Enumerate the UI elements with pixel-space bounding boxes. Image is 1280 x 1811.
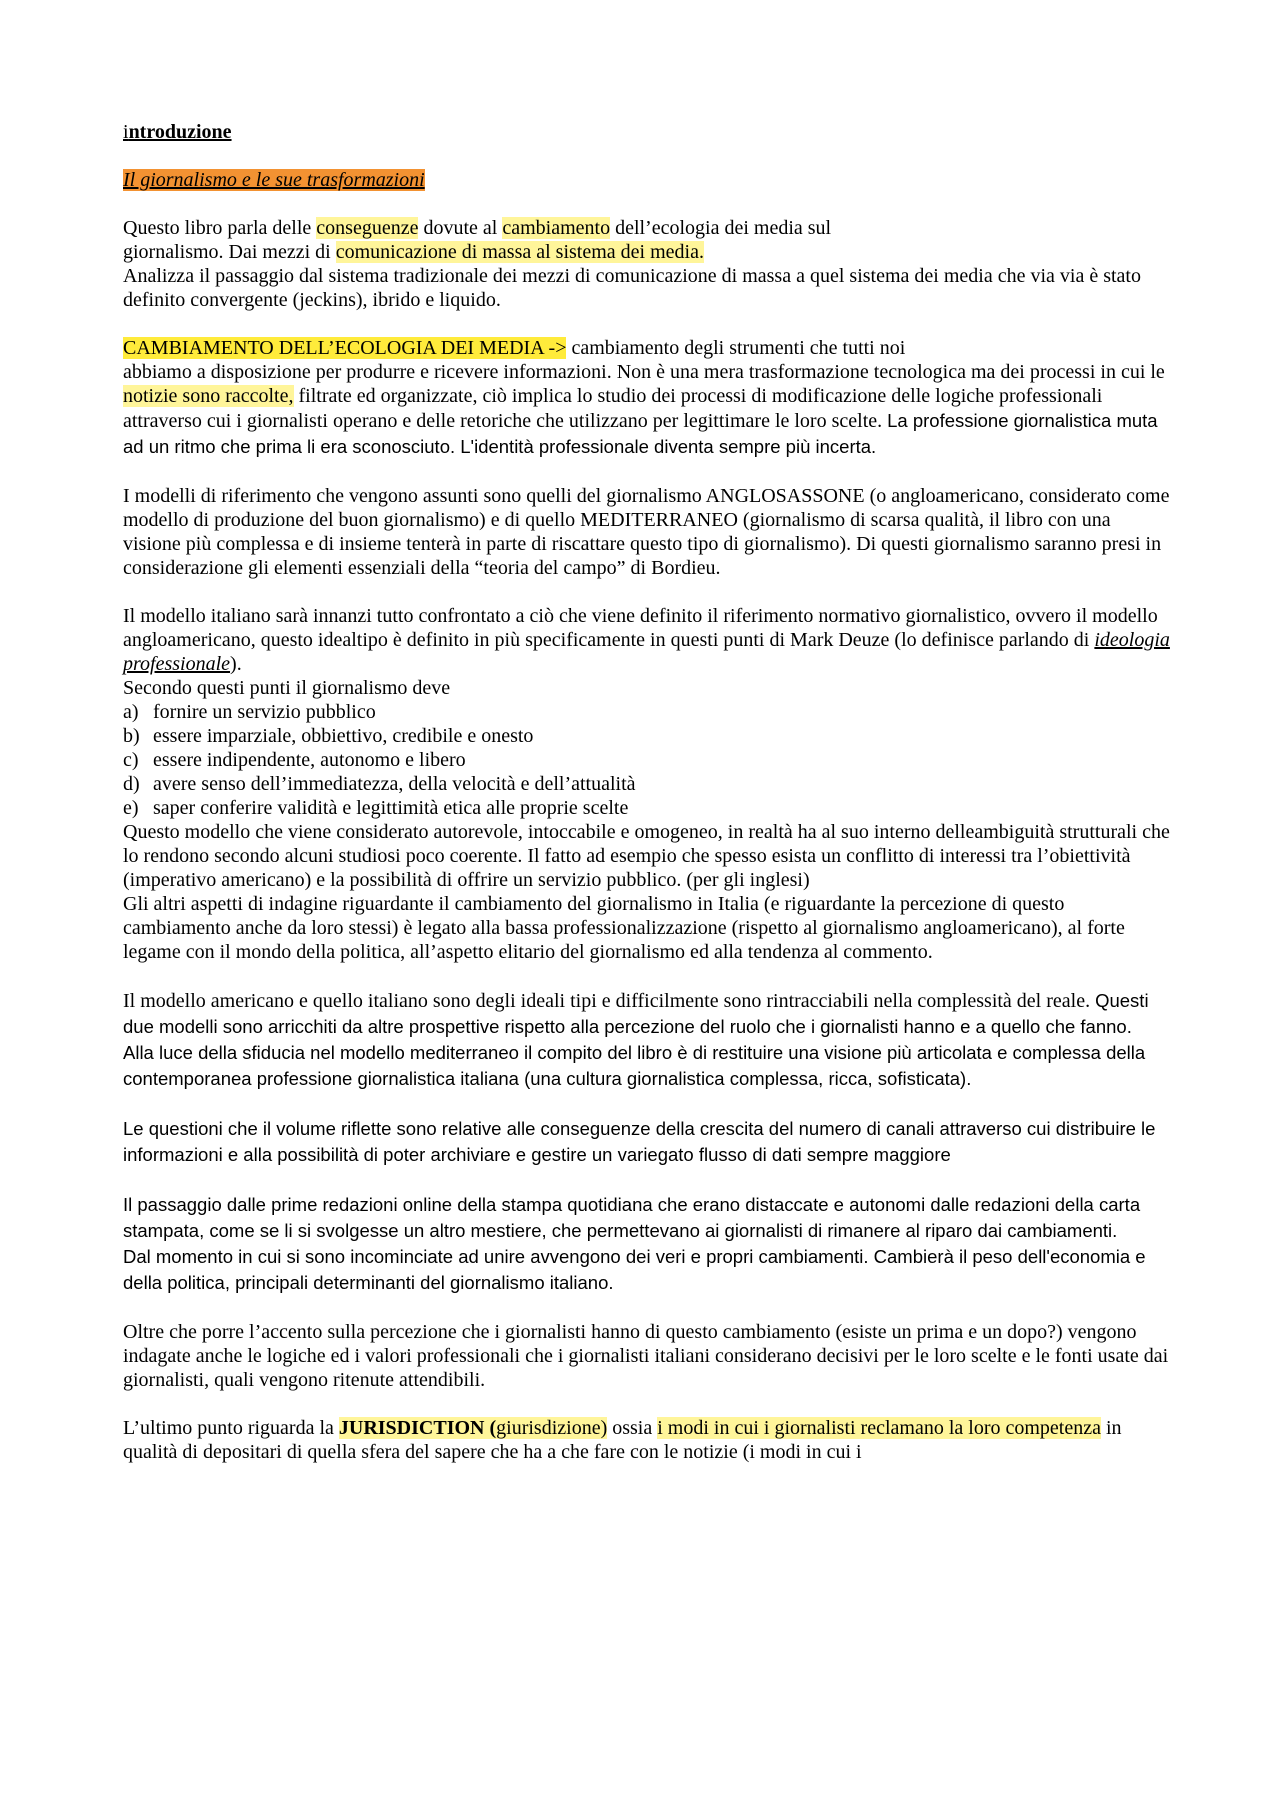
paragraph-7: Il modello americano e quello italiano sono degli ideali tipi e difficilmente sono rintracciabili nella complessità del reale. Questi due modelli sono arricchiti da altre prospettive rispetto alla percezione del ruolo che i giornalisti hanno e a quello che fanno.: [123, 990, 1149, 1037]
list-item: e) saper conferire validità e legittimità etica alle proprie scelte: [123, 797, 629, 819]
paragraph-6: Gli altri aspetti di indagine riguardante il cambiamento del giornalismo in Italia (e riguardante la percezione di questo cambiamento anche da loro stessi) è legato alla bassa professionalizzazione (rispetto al giornalismo angloamericano), al forte legame con il mondo della politica, all’aspetto elitario del giornalismo ed alla tendenza al commento.: [123, 893, 1125, 963]
list-item: b) essere imparziale, obbiettivo, credibile e onesto: [123, 725, 534, 747]
section-subtitle: Il giornalismo e le sue trasformazioni: [123, 169, 425, 191]
paragraph-7b: Alla luce della sfiducia nel modello mediterraneo il compito del libro è di restituire una visione più articolata e complessa della contemporanea professione giornalistica italiana (una cultura giornalistica complessa, ricca, sofisticata).: [123, 1042, 1146, 1089]
paragraph-5: Questo modello che viene considerato autorevole, intoccabile e omogeneo, in realtà ha al suo interno delleambiguità strutturali che lo rendono secondo alcuni studiosi poco coerente. Il fatto ad esempio che spesso esista un conflitto di interessi tra l’obiettività (imperativo americano) e la possibilità di offrire un servizio pubblico. (per gli inglesi): [123, 821, 1170, 891]
page-title: introduzione: [123, 121, 232, 143]
paragraph-2: CAMBIAMENTO DELL’ECOLOGIA DEI MEDIA -> cambiamento degli strumenti che tutti noi abbiamo a disposizione per produrre e ricevere informazioni. Non è una mera trasformazione tecnologica ma dei processi in cui le notizie sono raccolte, filtrate ed organizzate, ciò implica lo studio dei processi di modificazione delle logiche professionali attraverso cui i giornalisti operano e delle retoriche che utilizzano per legittimare le loro scelte. La professione giornalistica muta ad un ritmo che prima li era sconosciuto. L'identità professionale diventa sempre più incerta.: [123, 337, 1165, 457]
paragraph-8: Le questioni che il volume riflette sono relative alle conseguenze della crescita del numero di canali attraverso cui distribuire le informazioni e alla possibilità di poter archiviare e gestire un variegato flusso di dati sempre maggiore: [123, 1118, 1156, 1165]
requirements-list: [123, 700, 1170, 820]
paragraph-10: Oltre che porre l’accento sulla percezione che i giornalisti hanno di questo cambiamento (esiste un prima e un dopo?) vengono indagate anche le logiche ed i valori professionali che i giornalisti italiani considerano decisivi per le loro scelte e le fonti usate dai giornalisti, quali vengono ritenute attendibili.: [123, 1321, 1169, 1391]
paragraph-1: Questo libro parla delle conseguenze dovute al cambiamento dell’ecologia dei media sul giornalismo. Dai mezzi di comunicazione di massa al sistema dei media. Analizza il passaggio dal sistema tradizionale dei mezzi di comunicazione di massa a quel sistema dei media che via via è stato definito convergente (jeckins), ibrido e liquido.: [123, 217, 1141, 311]
paragraph-11: L’ultimo punto riguarda la JURISDICTION (giurisdizione) ossia i modi in cui i giornalisti reclamano la loro competenza in qualità di depositari di quella sfera del sapere che ha a che fare con le notizie (i modi in cui i: [123, 1417, 1122, 1463]
paragraph-9: Il passaggio dalle prime redazioni online della stampa quotidiana che erano distaccate e autonomi dalle redazioni della carta stampata, come se li si svolgesse un altro mestiere, che permettevano ai giornalisti di rimanere al riparo dai cambiamenti.: [123, 1194, 1141, 1241]
list-item: c) essere indipendente, autonomo e libero: [123, 749, 466, 771]
paragraph-4: Il modello italiano sarà innanzi tutto confrontato a ciò che viene definito il riferimento normativo giornalistico, ovvero il modello angloamericano, questo idealtipo è definito in più specificamente in questi punti di Mark Deuze (lo definisce parlando di ideologia professionale). Secondo questi punti il giornalismo deve: [123, 605, 1170, 699]
paragraph-3: I modelli di riferimento che vengono assunti sono quelli del giornalismo ANGLOSASSONE (o angloamericano, considerato come modello di produzione del buon giornalismo) e di quello MEDITERRANEO (giornalismo di scarsa qualità, il libro con una visione più complessa e di insieme tenterà in parte di riscattare questo tipo di giornalismo). Di questi giornalismo saranno presi in considerazione gli elementi essenziali della “teoria del campo” di Bordieu.: [123, 485, 1170, 579]
list-item: a) fornire un servizio pubblico: [123, 701, 376, 723]
paragraph-9b: Dal momento in cui si sono incominciate ad unire avvengono dei veri e propri cambiamenti. Cambierà il peso dell'economia e della politica, principali determinanti del giornalismo italiano.: [123, 1246, 1146, 1293]
list-item: d) avere senso dell’immediatezza, della velocità e dell’attualità: [123, 773, 636, 795]
